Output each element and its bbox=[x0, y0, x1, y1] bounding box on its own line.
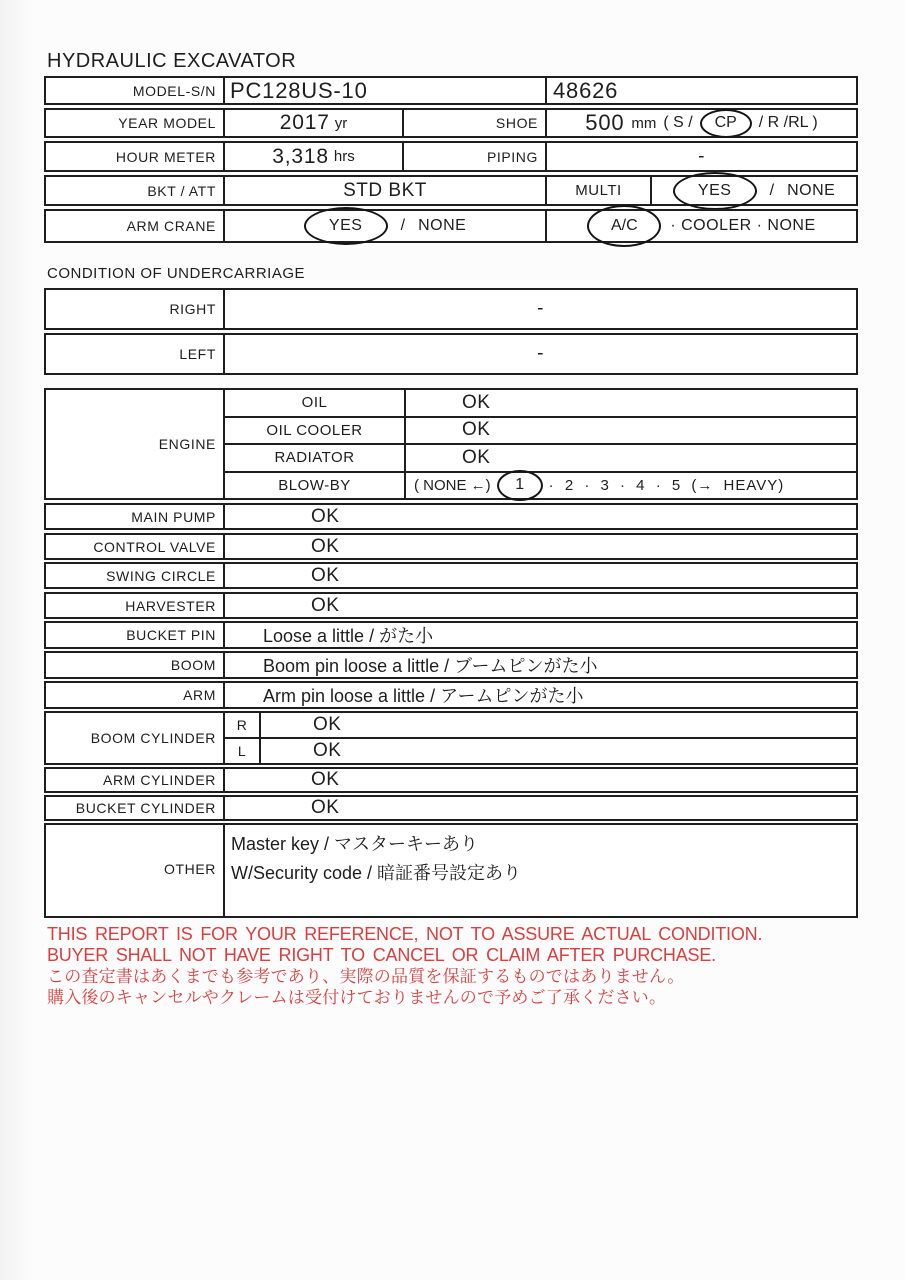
disclaimer-block bbox=[47, 924, 807, 1008]
harvester-value: OK bbox=[223, 594, 856, 617]
serial-value: 48626 bbox=[545, 78, 856, 103]
piping-label: PIPING bbox=[402, 143, 545, 170]
engine-label: ENGINE bbox=[158, 436, 216, 452]
engine-row-oil-cooler: OIL COOLER OK bbox=[225, 416, 856, 444]
control-valve-value: OK bbox=[223, 535, 856, 558]
hour-meter-value: 3,318 hrs bbox=[223, 143, 402, 170]
other-label: OTHER bbox=[164, 861, 216, 877]
undercarriage-row-left bbox=[44, 333, 858, 375]
row-arm: ARM Arm pin loose a little / アームピンがた小 bbox=[44, 681, 858, 709]
engine-subrows bbox=[223, 390, 856, 498]
boom-cylinder-right: R OK bbox=[225, 713, 856, 737]
engine-oil-cooler-value: OK bbox=[404, 418, 856, 444]
piping-value: - bbox=[545, 143, 856, 170]
disclaimer-line-4: 購入後のキャンセルやクレームは受付けておりませんので予めご了承ください。 bbox=[47, 988, 667, 1007]
row-bucket-cylinder: BUCKET CYLINDER OK bbox=[44, 795, 858, 821]
other-line-master-key: Master key / マスターキーあり bbox=[231, 834, 479, 854]
spec-row-year-shoe bbox=[44, 108, 858, 138]
shoe-label: SHOE bbox=[402, 110, 545, 136]
row-main-pump: MAIN PUMP OK bbox=[44, 503, 858, 530]
boom-cylinder-subrows bbox=[223, 713, 856, 763]
row-arm-cylinder: ARM CYLINDER OK bbox=[44, 767, 858, 793]
circled-multi-yes: YES bbox=[673, 172, 757, 210]
spec-row-hour-piping bbox=[44, 141, 858, 172]
boom-cylinder-right-value: OK bbox=[259, 713, 856, 737]
ac-cooler-value: A/C · COOLER · NONE bbox=[545, 211, 856, 241]
engine-radiator-value: OK bbox=[404, 445, 856, 471]
circled-blowby-1: 1 bbox=[497, 470, 543, 501]
engine-row-oil: OIL OK bbox=[225, 390, 856, 416]
arm-value: Arm pin loose a little / アームピンがた小 bbox=[223, 683, 856, 707]
bkt-att-label: BKT / ATT bbox=[147, 182, 216, 199]
swing-circle-value: OK bbox=[223, 564, 856, 587]
model-sn-label: MODEL-S/N bbox=[132, 82, 216, 99]
row-control-valve: CONTROL VALVE OK bbox=[44, 533, 858, 560]
disclaimer-line-3: この査定書はあくまでも参考であり、実際の品質を保証するものではありません。 bbox=[47, 967, 685, 986]
year-model-label: YEAR MODEL bbox=[118, 115, 216, 131]
left-label: LEFT bbox=[179, 346, 216, 362]
bucket-pin-value: Loose a little / がた小 bbox=[223, 623, 856, 647]
main-pump-value: OK bbox=[223, 505, 856, 528]
right-value: - bbox=[223, 290, 856, 328]
row-boom-cylinder bbox=[44, 711, 858, 765]
row-boom: BOOM Boom pin loose a little / ブームピンがた小 bbox=[44, 651, 858, 679]
right-label: RIGHT bbox=[169, 301, 216, 317]
engine-oil-value: OK bbox=[404, 390, 856, 416]
arm-crane-label: ARM CRANE bbox=[126, 218, 216, 234]
circled-arm-crane-yes: YES bbox=[304, 207, 388, 245]
undercarriage-row-right bbox=[44, 288, 858, 330]
engine-box bbox=[44, 388, 858, 500]
shoe-value: 500 mm ( S / CP / R /RL ) bbox=[545, 110, 856, 136]
spec-row-arm-crane bbox=[44, 209, 858, 243]
engine-row-blowby: BLOW-BY ( NONE ←) 1 · 2 · 3 · 4 · 5 (→ HEAVY) bbox=[225, 471, 856, 499]
arm-crane-value: YES / NONE bbox=[223, 211, 545, 241]
circled-ac: A/C bbox=[587, 205, 661, 247]
scan-edge-shadow bbox=[0, 0, 34, 1280]
row-swing-circle: SWING CIRCLE OK bbox=[44, 562, 858, 589]
multi-label: MULTI bbox=[545, 177, 650, 204]
undercarriage-heading: CONDITION OF UNDERCARRIAGE bbox=[47, 265, 306, 282]
spec-row-model bbox=[44, 76, 858, 105]
other-value bbox=[223, 825, 856, 916]
other-line-security-code: W/Security code / 暗証番号設定あり bbox=[231, 863, 522, 883]
blowby-scale: ( NONE ←) 1 · 2 · 3 · 4 · 5 (→ HEAVY) bbox=[404, 473, 856, 499]
left-value: - bbox=[223, 335, 856, 373]
disclaimer-line-2: BUYER SHALL NOT HAVE RIGHT TO CANCEL OR CLAIM AFTER PURCHASE. bbox=[47, 945, 716, 965]
disclaimer-line-1: THIS REPORT IS FOR YOUR REFERENCE, NOT TO ASSURE ACTUAL CONDITION. bbox=[47, 924, 763, 944]
model-value: PC128US-10 bbox=[223, 78, 545, 103]
row-bucket-pin: BUCKET PIN Loose a little / がた小 bbox=[44, 621, 858, 649]
circled-shoe-cp: CP bbox=[700, 109, 752, 138]
boom-cylinder-left-value: OK bbox=[259, 739, 856, 763]
page-title: HYDRAULIC EXCAVATOR bbox=[47, 50, 297, 72]
row-other bbox=[44, 823, 858, 918]
spec-row-bkt-att bbox=[44, 175, 858, 206]
boom-cylinder-left: L OK bbox=[225, 737, 856, 763]
engine-row-radiator: RADIATOR OK bbox=[225, 443, 856, 471]
year-model-value: 2017 yr bbox=[223, 110, 402, 136]
row-harvester: HARVESTER OK bbox=[44, 592, 858, 619]
arm-cylinder-value: OK bbox=[223, 769, 856, 791]
boom-value: Boom pin loose a little / ブームピンがた小 bbox=[223, 653, 856, 677]
multi-value: YES / NONE bbox=[650, 177, 856, 204]
bkt-value: STD BKT bbox=[223, 177, 545, 204]
hour-meter-label: HOUR METER bbox=[115, 148, 216, 165]
bucket-cylinder-value: OK bbox=[223, 797, 856, 819]
boom-cylinder-label: BOOM CYLINDER bbox=[90, 730, 216, 746]
